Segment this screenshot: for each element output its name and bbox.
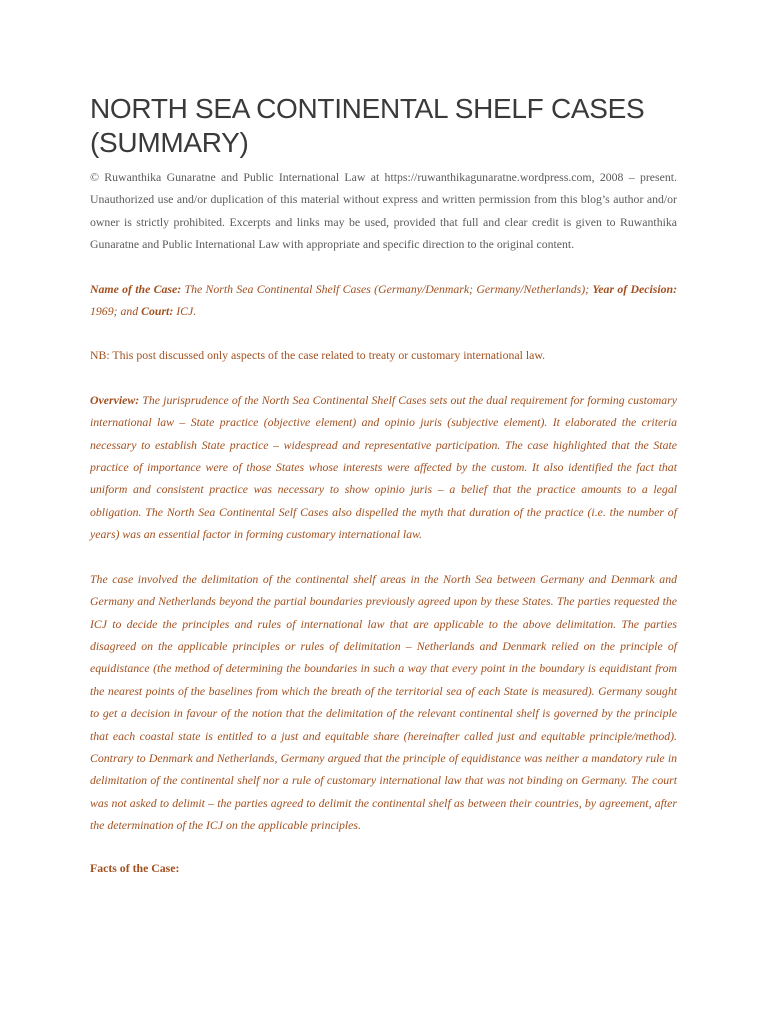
overview-label: Overview: [90, 392, 140, 407]
case-info [90, 278, 677, 323]
year-label: Year of Decision: [592, 281, 678, 296]
nb-note: NB: This post discussed only aspects of the case related to treaty or customary international law. [90, 348, 546, 363]
facts-heading: Facts of the Case: [90, 860, 180, 875]
court-value: ICJ. [173, 304, 197, 319]
year-value: 1969; and [90, 304, 142, 319]
case-name-label: Name of the Case: [90, 281, 182, 296]
overview-text: The jurisprudence of the North Sea Continental Shelf Cases sets out the dual requirement for forming customary international law – State practice (objective element) and opinio juris (subjective element). It elaborated the criteria necessary to establish State practice – widespread and representative participation. The case highlighted that the State practice of importance were of those States whose interests were affected by the custom. It also identified the fact that uniform and consistent practice was necessary to show opinio juris – a belief that the practice amounts to a legal obligation. The North Sea Continental Self Cases also dispelled the myth that duration of the practice (i.e. the number of years) was an essential factor in forming customary international law. [90, 392, 677, 542]
overview-paragraph [90, 389, 677, 546]
case-name-value: The North Sea Continental Shelf Cases (Germany/Denmark; Germany/Netherlands); [181, 281, 593, 296]
page-title: NORTH SEA CONTINENTAL SHELF CASES (SUMMARY) [90, 93, 645, 158]
case-paragraph: The case involved the delimitation of the continental shelf areas in the North Sea between Germany and Denmark and Germany and Netherlands beyond the partial boundaries previously agreed upon by these States. The parties requested the ICJ to decide the principles and rules of international law that are applicable to the above delimitation. The parties disagreed on the applicable principles or rules of delimitation – Netherlands and Denmark relied on the principle of equidistance (the method of determining the boundaries in such a way that every point in the boundary is equidistant from the nearest points of the baselines from which the breath of the territorial sea of each State is measured). Germany sought to get a decision in favour of the notion that the delimitation of the relevant continental shelf is governed by the principle that each coastal state is entitled to a just and equitable share (hereinafter called just and equitable principle/method). Contrary to Denmark and Netherlands, Germany argued that the principle of equidistance was neither a mandatory rule in delimitation of the continental shelf nor a rule of customary international law that was not binding on Germany. The court was not asked to delimit – the parties agreed to delimit the continental shelf as between their countries, by agreement, after the determination of the ICJ on the applicable principles. [90, 571, 677, 833]
court-label: Court: [141, 304, 174, 319]
copyright-notice: © Ruwanthika Gunaratne and Public International Law at https://ruwanthikagunaratne.wordpress.com, 2008 – present. Unauthorized use and/or duplication of this material without express and written permission from this blog’s author and/or owner is strictly prohibited. Excerpts and links may be used, provided that full and clear credit is given to Ruwanthika Gunaratne and Public International Law with appropriate and specific direction to the original content. [90, 170, 677, 252]
document-page [90, 92, 677, 879]
